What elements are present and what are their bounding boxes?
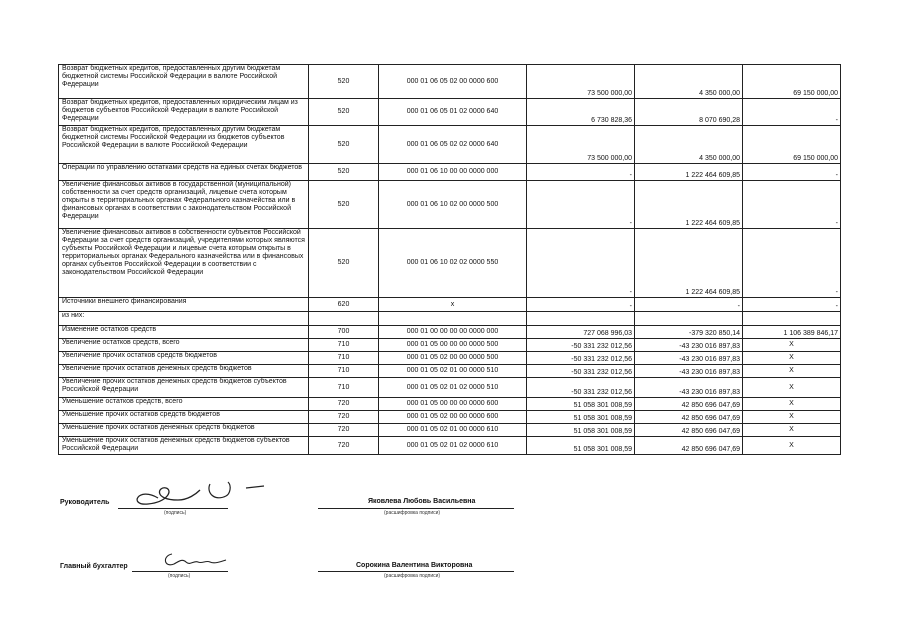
cell-line: 520 <box>309 99 379 126</box>
cell-name: Возврат бюджетных кредитов, предоставленных юридическим лицам из бюджетов субъектов Российской Федерации в валюте Российской Федерации <box>59 99 309 126</box>
cell-line: 520 <box>309 164 379 181</box>
cell-col5 <box>635 312 743 326</box>
cell-col6 <box>743 312 841 326</box>
cell-line: 700 <box>309 326 379 339</box>
cell-col6: - <box>743 298 841 312</box>
table-row <box>59 378 841 398</box>
accountant-name-line <box>318 571 514 572</box>
cell-code: 000 01 05 02 01 00 0000 610 <box>379 424 527 437</box>
cell-code: 000 01 06 05 02 02 0000 640 <box>379 126 527 164</box>
cell-name: Операции по управлению остатками средств на единых счетах бюджетов <box>59 164 309 181</box>
table-row <box>59 437 841 455</box>
accountant-name-caption: (расшифровка подписи) <box>384 573 441 579</box>
cell-col5: -379 320 850,14 <box>635 326 743 339</box>
accountant-sign-caption: (подпись) <box>168 573 191 579</box>
cell-col5: -43 230 016 897,83 <box>635 365 743 378</box>
cell-col4: 51 058 301 008,59 <box>527 411 635 424</box>
cell-col5: 1 222 464 609,85 <box>635 229 743 298</box>
table-row <box>59 326 841 339</box>
head-name-caption: (расшифровка подписи) <box>384 510 441 516</box>
cell-col4: 51 058 301 008,59 <box>527 398 635 411</box>
cell-name: Увеличение финансовых активов в собственности субъектов Российской Федерации за счет средств организаций, учредителями которых являются субъекты Российской Федерации и лицевые счета которым открыты в территориальных органах Федерального казначейства или в финансовых органах субъектов Российской Федерации в соответствии с законодательством Российской Федерации <box>59 229 309 298</box>
cell-line: 520 <box>309 229 379 298</box>
cell-col5: 42 850 696 047,69 <box>635 437 743 455</box>
cell-line: 520 <box>309 65 379 99</box>
table-row <box>59 312 841 326</box>
cell-name: Уменьшение остатков средств, всего <box>59 398 309 411</box>
cell-line: 720 <box>309 424 379 437</box>
cell-col4: 51 058 301 008,59 <box>527 424 635 437</box>
cell-name: Увеличение финансовых активов в государственной (муниципальной) собственности за счет средств организаций, лицевые счета которым открыты в территориальных органах Федерального казначейства или в финансовых органах в соответствии с законодательством Российской Федерации <box>59 181 309 229</box>
cell-line <box>309 312 379 326</box>
cell-col4: - <box>527 164 635 181</box>
table-row <box>59 424 841 437</box>
cell-col4: - <box>527 181 635 229</box>
cell-line: 620 <box>309 298 379 312</box>
accountant-name: Сорокина Валентина Викторовна <box>356 562 473 569</box>
head-name-line <box>318 508 514 509</box>
table-row <box>59 398 841 411</box>
table-row <box>59 411 841 424</box>
cell-code: 000 01 00 00 00 00 0000 000 <box>379 326 527 339</box>
cell-code: 000 01 05 00 00 00 0000 600 <box>379 398 527 411</box>
table-row <box>59 229 841 298</box>
cell-col5: 1 222 464 609,85 <box>635 181 743 229</box>
cell-line: 520 <box>309 126 379 164</box>
report-table <box>58 64 841 455</box>
table-row <box>59 181 841 229</box>
cell-col6: X <box>743 411 841 424</box>
cell-line: 710 <box>309 339 379 352</box>
cell-col6: 1 106 389 846,17 <box>743 326 841 339</box>
cell-col4: 727 068 996,03 <box>527 326 635 339</box>
cell-col6: - <box>743 181 841 229</box>
cell-col4: -50 331 232 012,56 <box>527 339 635 352</box>
cell-name: Увеличение прочих остатков денежных средств бюджетов <box>59 365 309 378</box>
cell-col4: -50 331 232 012,56 <box>527 352 635 365</box>
cell-col4: 73 500 000,00 <box>527 65 635 99</box>
cell-code: 000 01 05 02 01 00 0000 510 <box>379 365 527 378</box>
cell-col5: -43 230 016 897,83 <box>635 339 743 352</box>
cell-col6: X <box>743 339 841 352</box>
cell-col5: 8 070 690,28 <box>635 99 743 126</box>
cell-name: Увеличение прочих остатков средств бюджетов <box>59 352 309 365</box>
cell-col6: X <box>743 352 841 365</box>
head-sign-line <box>118 508 228 509</box>
cell-name: Источники внешнего финансирования <box>59 298 309 312</box>
head-sign-caption: (подпись) <box>164 510 187 516</box>
cell-col6: X <box>743 378 841 398</box>
table-row <box>59 99 841 126</box>
cell-name: Возврат бюджетных кредитов, предоставленных другим бюджетам бюджетной системы Российской Федерации в валюте Российской Федерации <box>59 65 309 99</box>
cell-col4: 51 058 301 008,59 <box>527 437 635 455</box>
cell-line: 710 <box>309 378 379 398</box>
cell-name: из них: <box>59 312 309 326</box>
cell-col4: -50 331 232 012,56 <box>527 365 635 378</box>
accountant-handwritten-signature <box>160 548 230 572</box>
cell-code: 000 01 06 10 00 00 0000 000 <box>379 164 527 181</box>
cell-col5: 4 350 000,00 <box>635 65 743 99</box>
cell-col6: - <box>743 164 841 181</box>
cell-line: 720 <box>309 437 379 455</box>
cell-col6: - <box>743 99 841 126</box>
cell-code: x <box>379 298 527 312</box>
table-row <box>59 339 841 352</box>
accountant-label: Главный бухгалтер <box>60 563 128 570</box>
accountant-sign-line <box>132 571 228 572</box>
cell-code: 000 01 06 05 02 00 0000 600 <box>379 65 527 99</box>
table-body <box>59 65 841 455</box>
cell-line: 710 <box>309 365 379 378</box>
cell-code: 000 01 05 02 01 02 0000 510 <box>379 378 527 398</box>
cell-col5: 1 222 464 609,85 <box>635 164 743 181</box>
cell-col6: X <box>743 424 841 437</box>
cell-col4: 6 730 828,36 <box>527 99 635 126</box>
cell-col5: 4 350 000,00 <box>635 126 743 164</box>
cell-col6: - <box>743 229 841 298</box>
cell-col5: - <box>635 298 743 312</box>
cell-line: 720 <box>309 398 379 411</box>
table-row <box>59 352 841 365</box>
cell-name: Возврат бюджетных кредитов, предоставленных другим бюджетам бюджетной системы Российской Федерации из бюджетов субъектов Российской Федерации в валюте Российской Федерации <box>59 126 309 164</box>
cell-col5: -43 230 016 897,83 <box>635 352 743 365</box>
cell-col5: 42 850 696 047,69 <box>635 398 743 411</box>
cell-name: Уменьшение прочих остатков средств бюджетов <box>59 411 309 424</box>
cell-code: 000 01 05 00 00 00 0000 500 <box>379 339 527 352</box>
cell-col4: 73 500 000,00 <box>527 126 635 164</box>
cell-col4: - <box>527 298 635 312</box>
cell-line: 520 <box>309 181 379 229</box>
cell-code: 000 01 05 02 00 00 0000 500 <box>379 352 527 365</box>
cell-col6: X <box>743 398 841 411</box>
cell-name: Уменьшение прочих остатков денежных средств бюджетов субъектов Российской Федерации <box>59 437 309 455</box>
cell-col5: 42 850 696 047,69 <box>635 411 743 424</box>
cell-col6: X <box>743 437 841 455</box>
cell-line: 710 <box>309 352 379 365</box>
cell-line: 720 <box>309 411 379 424</box>
head-label: Руководитель <box>60 499 110 506</box>
table-row <box>59 65 841 99</box>
cell-code: 000 01 06 10 02 00 0000 500 <box>379 181 527 229</box>
cell-name: Уменьшение прочих остатков денежных средств бюджетов <box>59 424 309 437</box>
cell-col6: 69 150 000,00 <box>743 126 841 164</box>
table-row <box>59 365 841 378</box>
table-row <box>59 126 841 164</box>
cell-name: Увеличение остатков средств, всего <box>59 339 309 352</box>
cell-col6: X <box>743 365 841 378</box>
cell-col6: 69 150 000,00 <box>743 65 841 99</box>
table-row <box>59 298 841 312</box>
cell-code: 000 01 06 05 01 02 0000 640 <box>379 99 527 126</box>
cell-col5: -43 230 016 897,83 <box>635 378 743 398</box>
head-handwritten-signature <box>118 476 268 510</box>
cell-col4: -50 331 232 012,56 <box>527 378 635 398</box>
cell-col4 <box>527 312 635 326</box>
cell-code: 000 01 06 10 02 02 0000 550 <box>379 229 527 298</box>
cell-name: Увеличение прочих остатков денежных средств бюджетов субъектов Российской Федерации <box>59 378 309 398</box>
cell-code <box>379 312 527 326</box>
cell-col4: - <box>527 229 635 298</box>
head-name: Яковлева Любовь Васильевна <box>368 498 476 505</box>
cell-code: 000 01 05 02 00 00 0000 600 <box>379 411 527 424</box>
cell-col5: 42 850 696 047,69 <box>635 424 743 437</box>
cell-name: Изменение остатков средств <box>59 326 309 339</box>
cell-code: 000 01 05 02 01 02 0000 610 <box>379 437 527 455</box>
table-row <box>59 164 841 181</box>
